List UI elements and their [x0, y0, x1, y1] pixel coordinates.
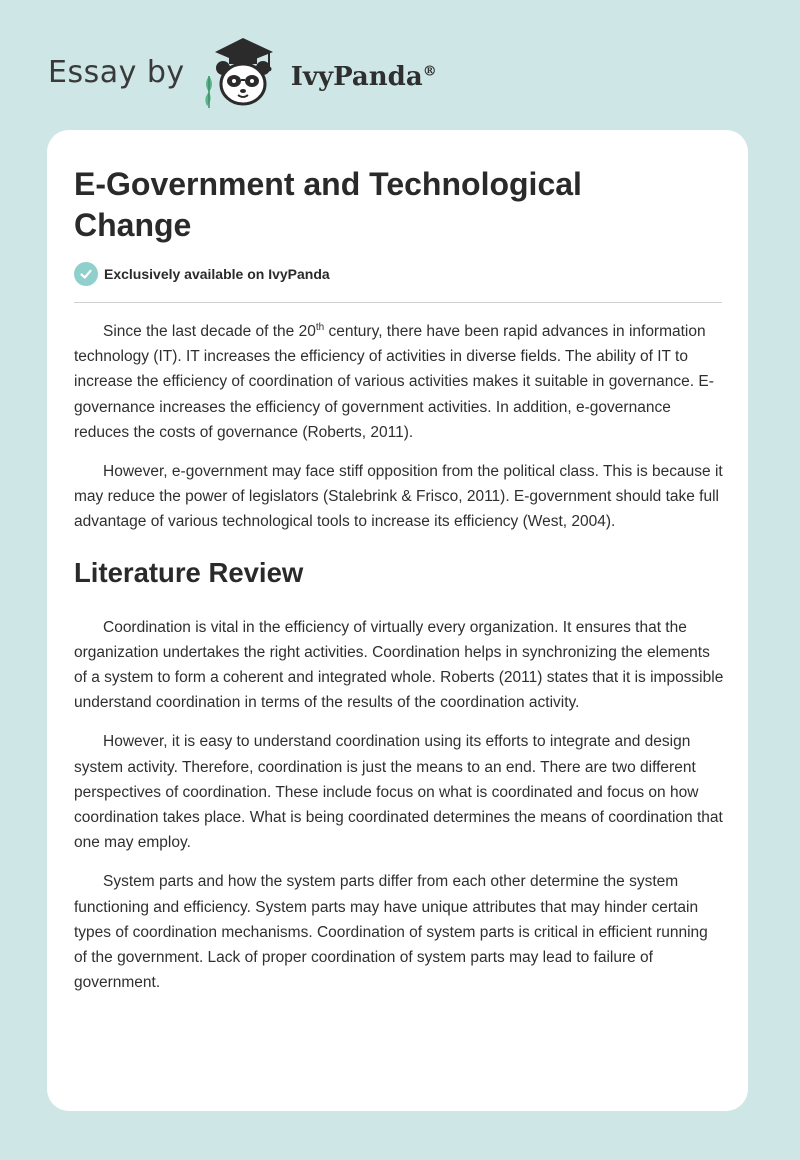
paragraph: System parts and how the system parts differ from each other determine the system functioning and efficiency. System parts may have unique attributes that may hinder certain types of coordination mechanisms. Coordination of system parts is critical in efficient running of the government. Lack of proper coordination of system parts may lead to failure of government.	[74, 873, 708, 992]
section-heading: Literature Review	[74, 556, 304, 588]
essay-by-label: Essay by	[48, 54, 185, 90]
page-title: E-Government and Technological Change	[74, 166, 582, 243]
paragraph: However, e-government may face stiff opposition from the political class. This is because it may reduce the power of legislators (Stalebrink & Frisco, 2011). E-government should take full advantage of various technological tools to increase its efficiency (West, 2004).	[74, 463, 723, 531]
exclusive-badge	[74, 262, 330, 286]
essay-body	[74, 319, 724, 1009]
divider	[74, 302, 722, 303]
paragraph: However, it is easy to understand coordination using its efforts to integrate and design system activity. Therefore, coordination is just the means to an end. There are two different perspectives of coordination. These include focus on what is coordinated and focus on how coordination takes place. What is being coordinated determines the means of coordination that one may employ.	[74, 733, 723, 852]
paragraph: Since the last decade of the 20th century, there have been rapid advances in information technology (IT). IT increases the efficiency of activities in diverse fields. The ability of IT to increase the efficiency of coordination of various activities makes it suitable in governance. E-governance increases the efficiency of government activities. In addition, e-governance reduces the costs of governance (Roberts, 2011).	[74, 321, 714, 441]
paragraph: Coordination is vital in the efficiency of virtually every organization. It ensures that the organization undertakes the right activities. Coordination helps in synchronizing the elements of a system to form a coherent and integrated whole. Roberts (2011) states that it is impossible understand coordination in terms of the results of the coordination activity.	[74, 618, 724, 712]
exclusive-label: Exclusively available on IvyPanda	[104, 266, 330, 282]
check-icon	[74, 262, 98, 286]
site-header	[48, 34, 437, 110]
essay-card	[47, 130, 748, 1111]
brand-name[interactable]: IvyPanda®	[290, 62, 437, 92]
panda-logo-icon[interactable]	[199, 34, 287, 110]
